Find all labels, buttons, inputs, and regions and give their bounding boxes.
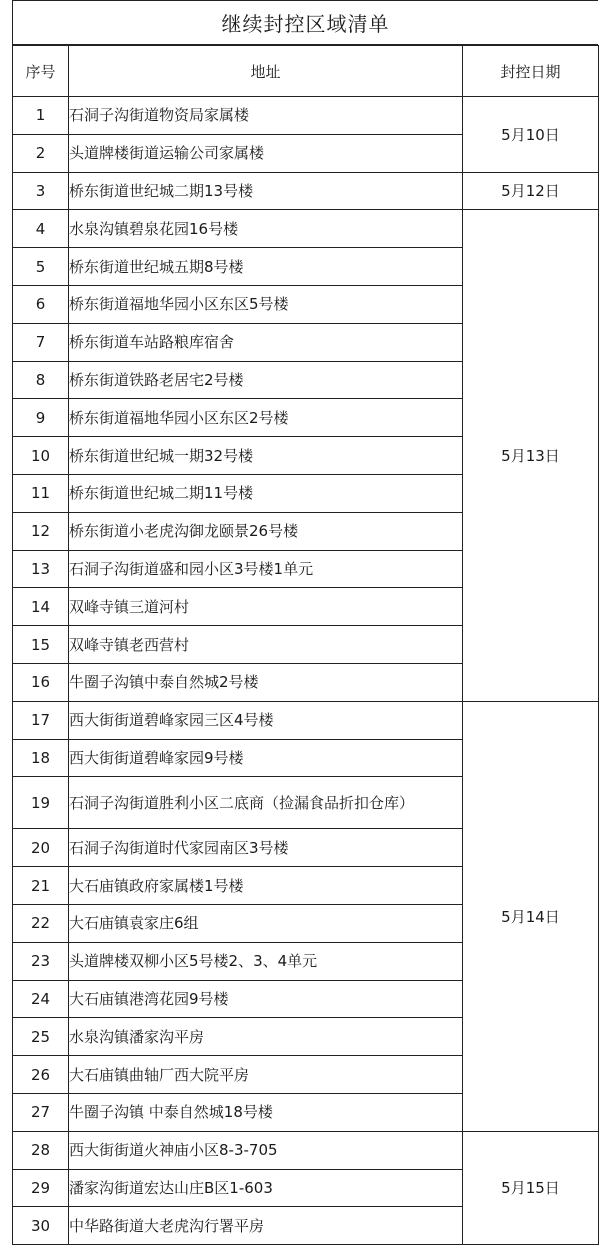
- row-address: 桥东街道世纪城二期13号楼: [69, 172, 463, 210]
- row-address: 头道牌楼双柳小区5号楼2、3、4单元: [69, 942, 463, 980]
- row-address: 桥东街道世纪城二期11号楼: [69, 474, 463, 512]
- header-date: 封控日期: [463, 46, 599, 97]
- closure-table: [12, 45, 599, 1245]
- row-address: 桥东街道铁路老居宅2号楼: [69, 361, 463, 399]
- row-number: 24: [13, 980, 69, 1018]
- date-cell: 5月10日: [463, 97, 599, 173]
- header-no: 序号: [13, 46, 69, 97]
- row-address: 大石庙镇港湾花园9号楼: [69, 980, 463, 1018]
- row-number: 6: [13, 285, 69, 323]
- row-number: 16: [13, 663, 69, 701]
- row-address: 西大街街道碧峰家园9号楼: [69, 739, 463, 777]
- row-number: 27: [13, 1093, 69, 1131]
- row-address: 石洞子沟街道胜利小区二底商（捡漏食品折扣仓库）: [69, 777, 463, 829]
- row-address: 桥东街道世纪城五期8号楼: [69, 248, 463, 286]
- row-number: 4: [13, 210, 69, 248]
- row-number: 1: [13, 97, 69, 135]
- row-address: 石洞子沟街道时代家园南区3号楼: [69, 829, 463, 867]
- table-row: [13, 97, 599, 135]
- row-address: 石洞子沟街道盛和园小区3号楼1单元: [69, 550, 463, 588]
- row-number: 19: [13, 777, 69, 829]
- row-number: 12: [13, 512, 69, 550]
- header-row: [13, 46, 599, 97]
- row-number: 29: [13, 1169, 69, 1207]
- header-address: 地址: [69, 46, 463, 97]
- table-row: [13, 210, 599, 248]
- row-address: 水泉沟镇碧泉花园16号楼: [69, 210, 463, 248]
- row-number: 2: [13, 134, 69, 172]
- row-number: 10: [13, 437, 69, 475]
- date-cell: 5月15日: [463, 1131, 599, 1244]
- row-number: 21: [13, 867, 69, 905]
- row-address: 桥东街道车站路粮库宿舍: [69, 323, 463, 361]
- row-number: 22: [13, 904, 69, 942]
- row-number: 25: [13, 1018, 69, 1056]
- row-number: 14: [13, 588, 69, 626]
- row-address: 桥东街道世纪城一期32号楼: [69, 437, 463, 475]
- row-address: 双峰寺镇老西营村: [69, 626, 463, 664]
- row-number: 5: [13, 248, 69, 286]
- row-number: 9: [13, 399, 69, 437]
- row-address: 头道牌楼街道运输公司家属楼: [69, 134, 463, 172]
- date-cell: 5月12日: [463, 172, 599, 210]
- row-address: 桥东街道福地华园小区东区2号楼: [69, 399, 463, 437]
- row-number: 13: [13, 550, 69, 588]
- row-address: 双峰寺镇三道河村: [69, 588, 463, 626]
- row-address: 潘家沟街道宏达山庄B区1-603: [69, 1169, 463, 1207]
- row-number: 11: [13, 474, 69, 512]
- row-address: 大石庙镇曲轴厂西大院平房: [69, 1056, 463, 1094]
- row-number: 15: [13, 626, 69, 664]
- row-number: 17: [13, 701, 69, 739]
- row-address: 西大街街道碧峰家园三区4号楼: [69, 701, 463, 739]
- row-number: 23: [13, 942, 69, 980]
- row-address: 石洞子沟街道物资局家属楼: [69, 97, 463, 135]
- table-row: [13, 1131, 599, 1169]
- row-number: 30: [13, 1207, 69, 1245]
- table-row: [13, 172, 599, 210]
- row-address: 牛圈子沟镇中泰自然城2号楼: [69, 663, 463, 701]
- row-number: 28: [13, 1131, 69, 1169]
- row-number: 7: [13, 323, 69, 361]
- row-number: 26: [13, 1056, 69, 1094]
- row-address: 大石庙镇政府家属楼1号楼: [69, 867, 463, 905]
- row-address: 桥东街道小老虎沟御龙颐景26号楼: [69, 512, 463, 550]
- row-address: 大石庙镇袁家庄6组: [69, 904, 463, 942]
- row-number: 20: [13, 829, 69, 867]
- row-number: 3: [13, 172, 69, 210]
- row-address: 桥东街道福地华园小区东区5号楼: [69, 285, 463, 323]
- row-number: 18: [13, 739, 69, 777]
- sheet-title: 继续封控区域清单: [12, 0, 598, 45]
- row-address: 西大街街道火神庙小区8-3-705: [69, 1131, 463, 1169]
- date-cell: 5月13日: [463, 210, 599, 701]
- date-cell: 5月14日: [463, 701, 599, 1131]
- row-address: 水泉沟镇潘家沟平房: [69, 1018, 463, 1056]
- row-address: 中华路街道大老虎沟行署平房: [69, 1207, 463, 1245]
- row-number: 8: [13, 361, 69, 399]
- row-address: 牛圈子沟镇 中泰自然城18号楼: [69, 1093, 463, 1131]
- table-row: [13, 701, 599, 739]
